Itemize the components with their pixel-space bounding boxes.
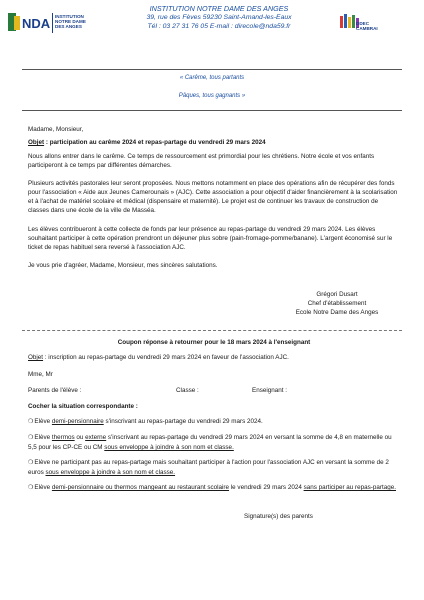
school-contact: Tél : 03 27 31 76 05 E-mail : direcole@nda59.fr [147,23,291,30]
motto-line-2: Pâques, tous gagnants » [178,93,246,99]
coupon-object-text: : inscription au repas-partage du vendredi 29 mars 2024 en faveur de l'association AJC. [43,354,289,361]
school-logo [8,10,90,36]
option-4-text-u1: demi-pensionnaire ou thermos mangeant au restaurant scolaire [51,484,230,491]
school-address: 39, rue des Fèves 59230 Saint-Amand-les-Eaux [146,14,292,21]
option-4-text-u2: sans participer au repas-partage. [303,484,396,491]
signatory-school: Ecole Notre Dame des Anges [295,309,379,316]
option-4[interactable] [28,483,400,493]
greeting: Madame, Monsieur, [28,126,84,133]
motto-divider [22,110,402,111]
option-1-text-u: demi-pensionnaire [51,418,104,425]
option-1-text-b: s'inscrivant au repas-partage du vendredi 29 mars 2024. [103,418,263,425]
object-label: Objet [28,139,45,146]
option-2[interactable] [28,433,400,452]
option-1-text-a: Elève [34,418,52,425]
letter-object [28,138,400,147]
checkbox-icon[interactable]: ❍ [28,419,34,425]
school-header [104,4,334,31]
option-2-text-c: s'inscrivant au repas-partage du vendredi 29 mars 2024 en versant la somme de 4,8 en maternelle ou 5,5 pour les CP-CE ou CM [28,434,392,451]
parents-label: Parents de l'élève : [28,387,82,394]
mme-mr-label: Mme, Mr [28,371,53,378]
object-text: : participation au carême 2024 et repas-partage du vendredi 29 mars 2024 [44,139,266,146]
signatory-name: Grégori Dusart [316,291,358,298]
signature-block [282,290,392,317]
option-3-text-u: sous enveloppe à joindre à son nom et classe. [45,469,176,476]
enseignant-label: Enseignant : [252,387,288,394]
closing: Je vous prie d'agréer, Madame, Monsieur, mes sincères salutations. [28,262,218,269]
option-4-text-a: Elève [34,484,52,491]
classe-label: Classe : [176,387,199,394]
option-2-text-b: ou [74,434,86,441]
paragraph-3: Les élèves contribueront à cette collecte de fonds par leur présence au repas-partage du vendredi 29 mars 2024. Les élèves souhaitant participer à cette opération prendront un déjeuner plus sobre (pain-fromage-pomme/banane). L'argent économisé sur le ticket de repas habituel sera reversé à l'association AJC. [28,226,393,251]
checkbox-icon[interactable]: ❍ [28,485,34,491]
logo-mark: NDA [22,16,51,31]
cut-line [22,330,402,331]
parents-row [28,386,400,395]
option-2-text-u2: externe [85,434,107,441]
motto-line-1: « Carême, tous partants [179,75,245,81]
option-2-text-a: Elève [34,434,52,441]
option-2-text-u1: thermos [51,434,75,441]
ddec-logo [336,12,380,42]
signatory-title: Chef d'établissement [307,300,367,307]
coupon-object-label: Objet [28,354,44,361]
logo-text: INSTITUTION NOTRE DAME DES ANGES [55,14,86,30]
checkbox-icon[interactable]: ❍ [28,435,34,441]
option-1[interactable] [28,417,400,427]
option-3-text-a: Elève ne participant pas au repas-partage mais souhaitant participer à l'action pour l'association AJC en versant la somme de 2 euros [28,459,389,476]
cocher-label: Cocher la situation correspondante : [28,403,138,410]
checkbox-icon[interactable]: ❍ [28,460,34,466]
school-name: INSTITUTION NOTRE DAME DES ANGES [149,4,289,13]
option-3[interactable] [28,458,400,477]
paragraph-1: Nous allons entrer dans le carême. Ce temps de ressourcement est primordial pour les chrétiens. Notre école et vos enfants participeront à ce temps par différentes démarches. [28,153,375,169]
top-divider [22,69,402,70]
option-4-text-b: le vendredi 29 mars 2024 [229,484,304,491]
parents-signature-label: Signature(s) des parents [244,513,313,520]
paragraph-2: Plusieurs activités pastorales leur seront proposées. Nous mettons notamment en place des opérations afin de récupérer des fonds pour l'association « Aide aux Jeunes Camerounais » (AJC). Cette association a pour objectif d'aider financièrement à la scolarisation et à l'achat de matériel scolaire et médical (dispensaire et maternité). Le projet est de continuer les travaux de construction de classes dans une école de la ville de Masséa. [28,180,398,214]
ddec-logo-text: DDEC CAMBRAI [356,21,378,32]
coupon-object [28,353,400,362]
coupon-title: Coupon réponse à retourner pour le 18 mars 2024 à l'enseignant [117,339,311,346]
option-2-text-u3: sous enveloppe à joindre à son nom et classe. [104,444,234,451]
